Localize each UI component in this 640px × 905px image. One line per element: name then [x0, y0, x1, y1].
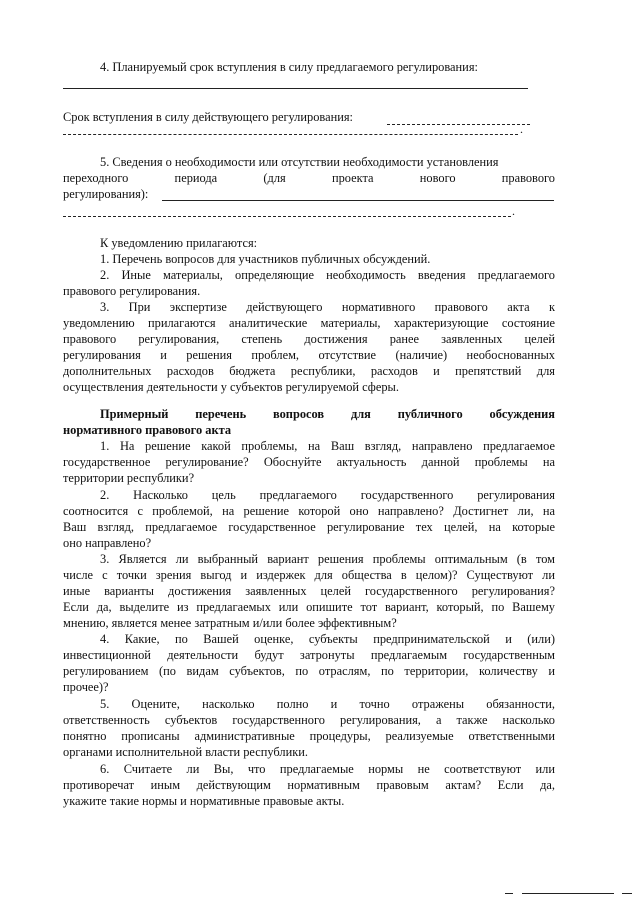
question-line: Ваш взгляд, предлагаемое государственное регулирование тех целей, на которые — [63, 520, 555, 534]
attachments-line: 3. При экспертизе действующего нормативного правового акта к — [100, 300, 555, 314]
question-line: иные варианты достижения заявленных целей государственного регулирования? — [63, 584, 555, 598]
section4-fill-line[interactable] — [63, 88, 528, 89]
question-line: противоречат иным действующим нормативным правовым актам? Если да, — [63, 778, 555, 792]
question-line: инвестиционной деятельности будут затронуты предлагаемым государственным — [63, 648, 555, 662]
section4-current-label: Срок вступления в силу действующего регулирования: — [63, 110, 353, 124]
question-line: 2. Насколько цель предлагаемого государственного регулирования — [100, 488, 555, 502]
question-line: 6. Считаете ли Вы, что предлагаемые нормы не соответствуют или — [100, 762, 555, 776]
section4-end-dot: . — [520, 122, 523, 136]
attachments-line: правового регулирования. — [63, 284, 201, 298]
section4-title: 4. Планируемый срок вступления в силу предлагаемого регулирования: — [100, 60, 478, 74]
footer-mark — [622, 893, 632, 894]
section5-end-dot: . — [512, 204, 515, 218]
question-line: регулированием (по видам субъектов, по отраслям, по территории, количеству и — [63, 664, 555, 678]
attachments-heading: К уведомлению прилагаются: — [100, 236, 258, 250]
section4-current-fill-2[interactable] — [63, 134, 518, 135]
footer-rule — [522, 893, 614, 894]
attachments-line: 1. Перечень вопросов для участников публичных обсуждений. — [100, 252, 431, 266]
question-line: 4. Какие, по Вашей оценке, субъекты предпринимательской и (или) — [100, 632, 555, 646]
question-line: 1. На решение какой проблемы, на Ваш взгляд, направлено предлагаемое — [100, 439, 555, 453]
section5-line2: переходного периода (для проекта нового правового — [63, 171, 555, 185]
attachments-line: регулирования и решения проблем, отсутствие (наличие) необоснованных — [63, 348, 555, 362]
section5-fill-line[interactable] — [162, 200, 554, 201]
section5-fill-line-2[interactable] — [63, 216, 511, 217]
question-line: оно направлено? — [63, 536, 152, 550]
section5-line1: 5. Сведения о необходимости или отсутствии необходимости установления — [100, 155, 499, 169]
question-line: 5. Оцените, насколько полно и точно отражены обязанности, — [100, 697, 555, 711]
attachments-line: уведомлению прилагаются аналитические материалы, характеризующие состояние — [63, 316, 555, 330]
question-line: понятно прописаны административные процедуры, реализуемые ответственными — [63, 729, 555, 743]
section4-current-fill[interactable] — [387, 124, 530, 125]
question-line: мнению, является менее затратным и/или более эффективным? — [63, 616, 397, 630]
question-line: 3. Является ли выбранный вариант решения проблемы оптимальным (в том — [100, 552, 555, 566]
attachments-line: дополнительных расходов бюджета республики, расходов и препятствий для — [63, 364, 555, 378]
attachments-line: правового регулирования, степень достижения ранее заявленных целей — [63, 332, 555, 346]
question-line: государственное регулирование? Обоснуйте актуальность данной проблемы на — [63, 455, 555, 469]
question-line: территории республики? — [63, 471, 195, 485]
question-line: укажите такие нормы и нормативные правовые акты. — [63, 794, 345, 808]
attachments-line: 2. Иные материалы, определяющие необходимость введения предлагаемого — [100, 268, 555, 282]
question-line: соотносится с проблемой, на решение которой оно направлено? Достигнет ли, на — [63, 504, 555, 518]
questions-title-line2: нормативного правового акта — [63, 423, 232, 437]
question-line: прочее)? — [63, 680, 109, 694]
question-line: Если да, выделите из предлагаемых или опишите тот вариант, который, по Вашему — [63, 600, 555, 614]
questions-title-line1: Примерный перечень вопросов для публичного обсуждения — [100, 407, 555, 421]
question-line: ответственность субъектов государственного регулирования, а также насколько — [63, 713, 555, 727]
attachments-line: осуществления деятельности у субъектов регулируемой сферы. — [63, 380, 399, 394]
question-line: числе с точки зрения выгод и издержек для общества в целом)? Существуют ли — [63, 568, 555, 582]
footer-mark — [505, 893, 513, 894]
question-line: органами исполнительной власти республики. — [63, 745, 308, 759]
section5-line3: регулирования): — [63, 187, 149, 201]
